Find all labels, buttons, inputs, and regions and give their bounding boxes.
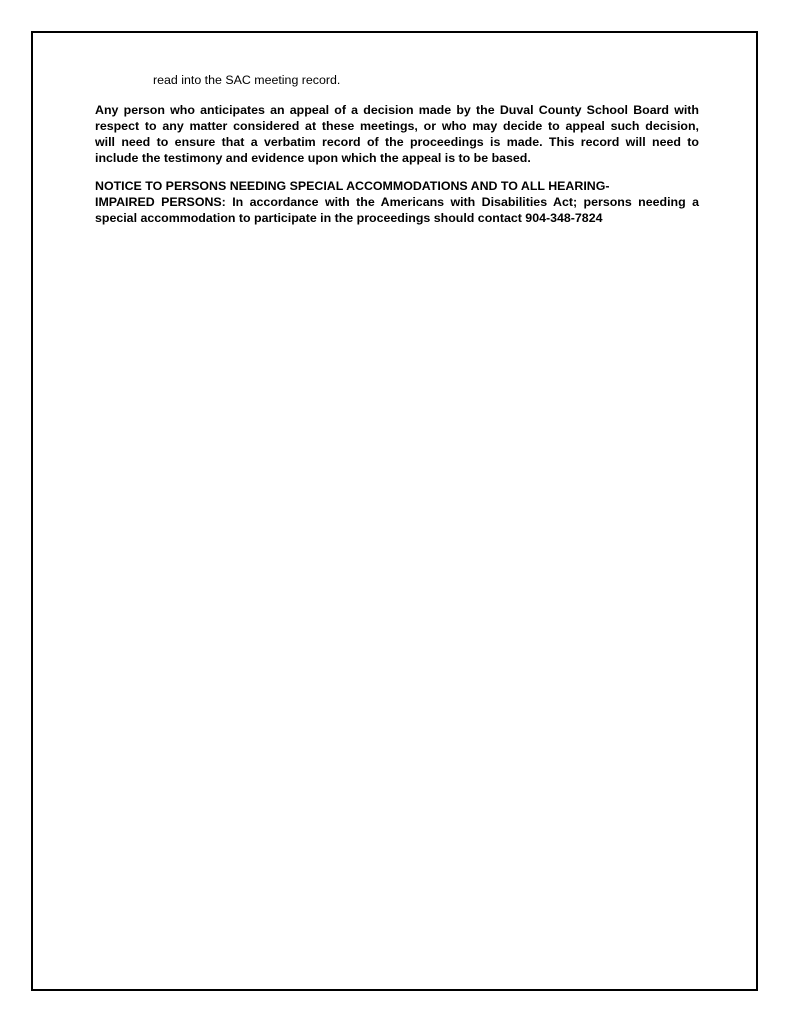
notice-line-3: special accommodation to participate in the proceedings should contact 904-348-7824 xyxy=(95,211,603,225)
continuation-text: read into the SAC meeting record. xyxy=(153,73,341,87)
notice-line-1: NOTICE TO PERSONS NEEDING SPECIAL ACCOMMODATIONS AND TO ALL HEARING- xyxy=(95,179,610,193)
appeal-line-2: respect to any matter considered at these meetings, or who may decide to appeal such decision, xyxy=(95,119,699,133)
page-border xyxy=(31,31,758,991)
appeal-line-3: will need to ensure that a verbatim record of the proceedings is made. This record will need to xyxy=(95,135,699,149)
accommodations-notice-paragraph xyxy=(95,178,699,226)
notice-line-2: IMPAIRED PERSONS: In accordance with the Americans with Disabilities Act; persons needing a xyxy=(95,195,699,209)
appeal-line-4: include the testimony and evidence upon which the appeal is to be based. xyxy=(95,151,531,165)
appeal-notice-paragraph xyxy=(95,102,699,166)
appeal-line-1: Any person who anticipates an appeal of a decision made by the Duval County School Board with xyxy=(95,103,699,117)
